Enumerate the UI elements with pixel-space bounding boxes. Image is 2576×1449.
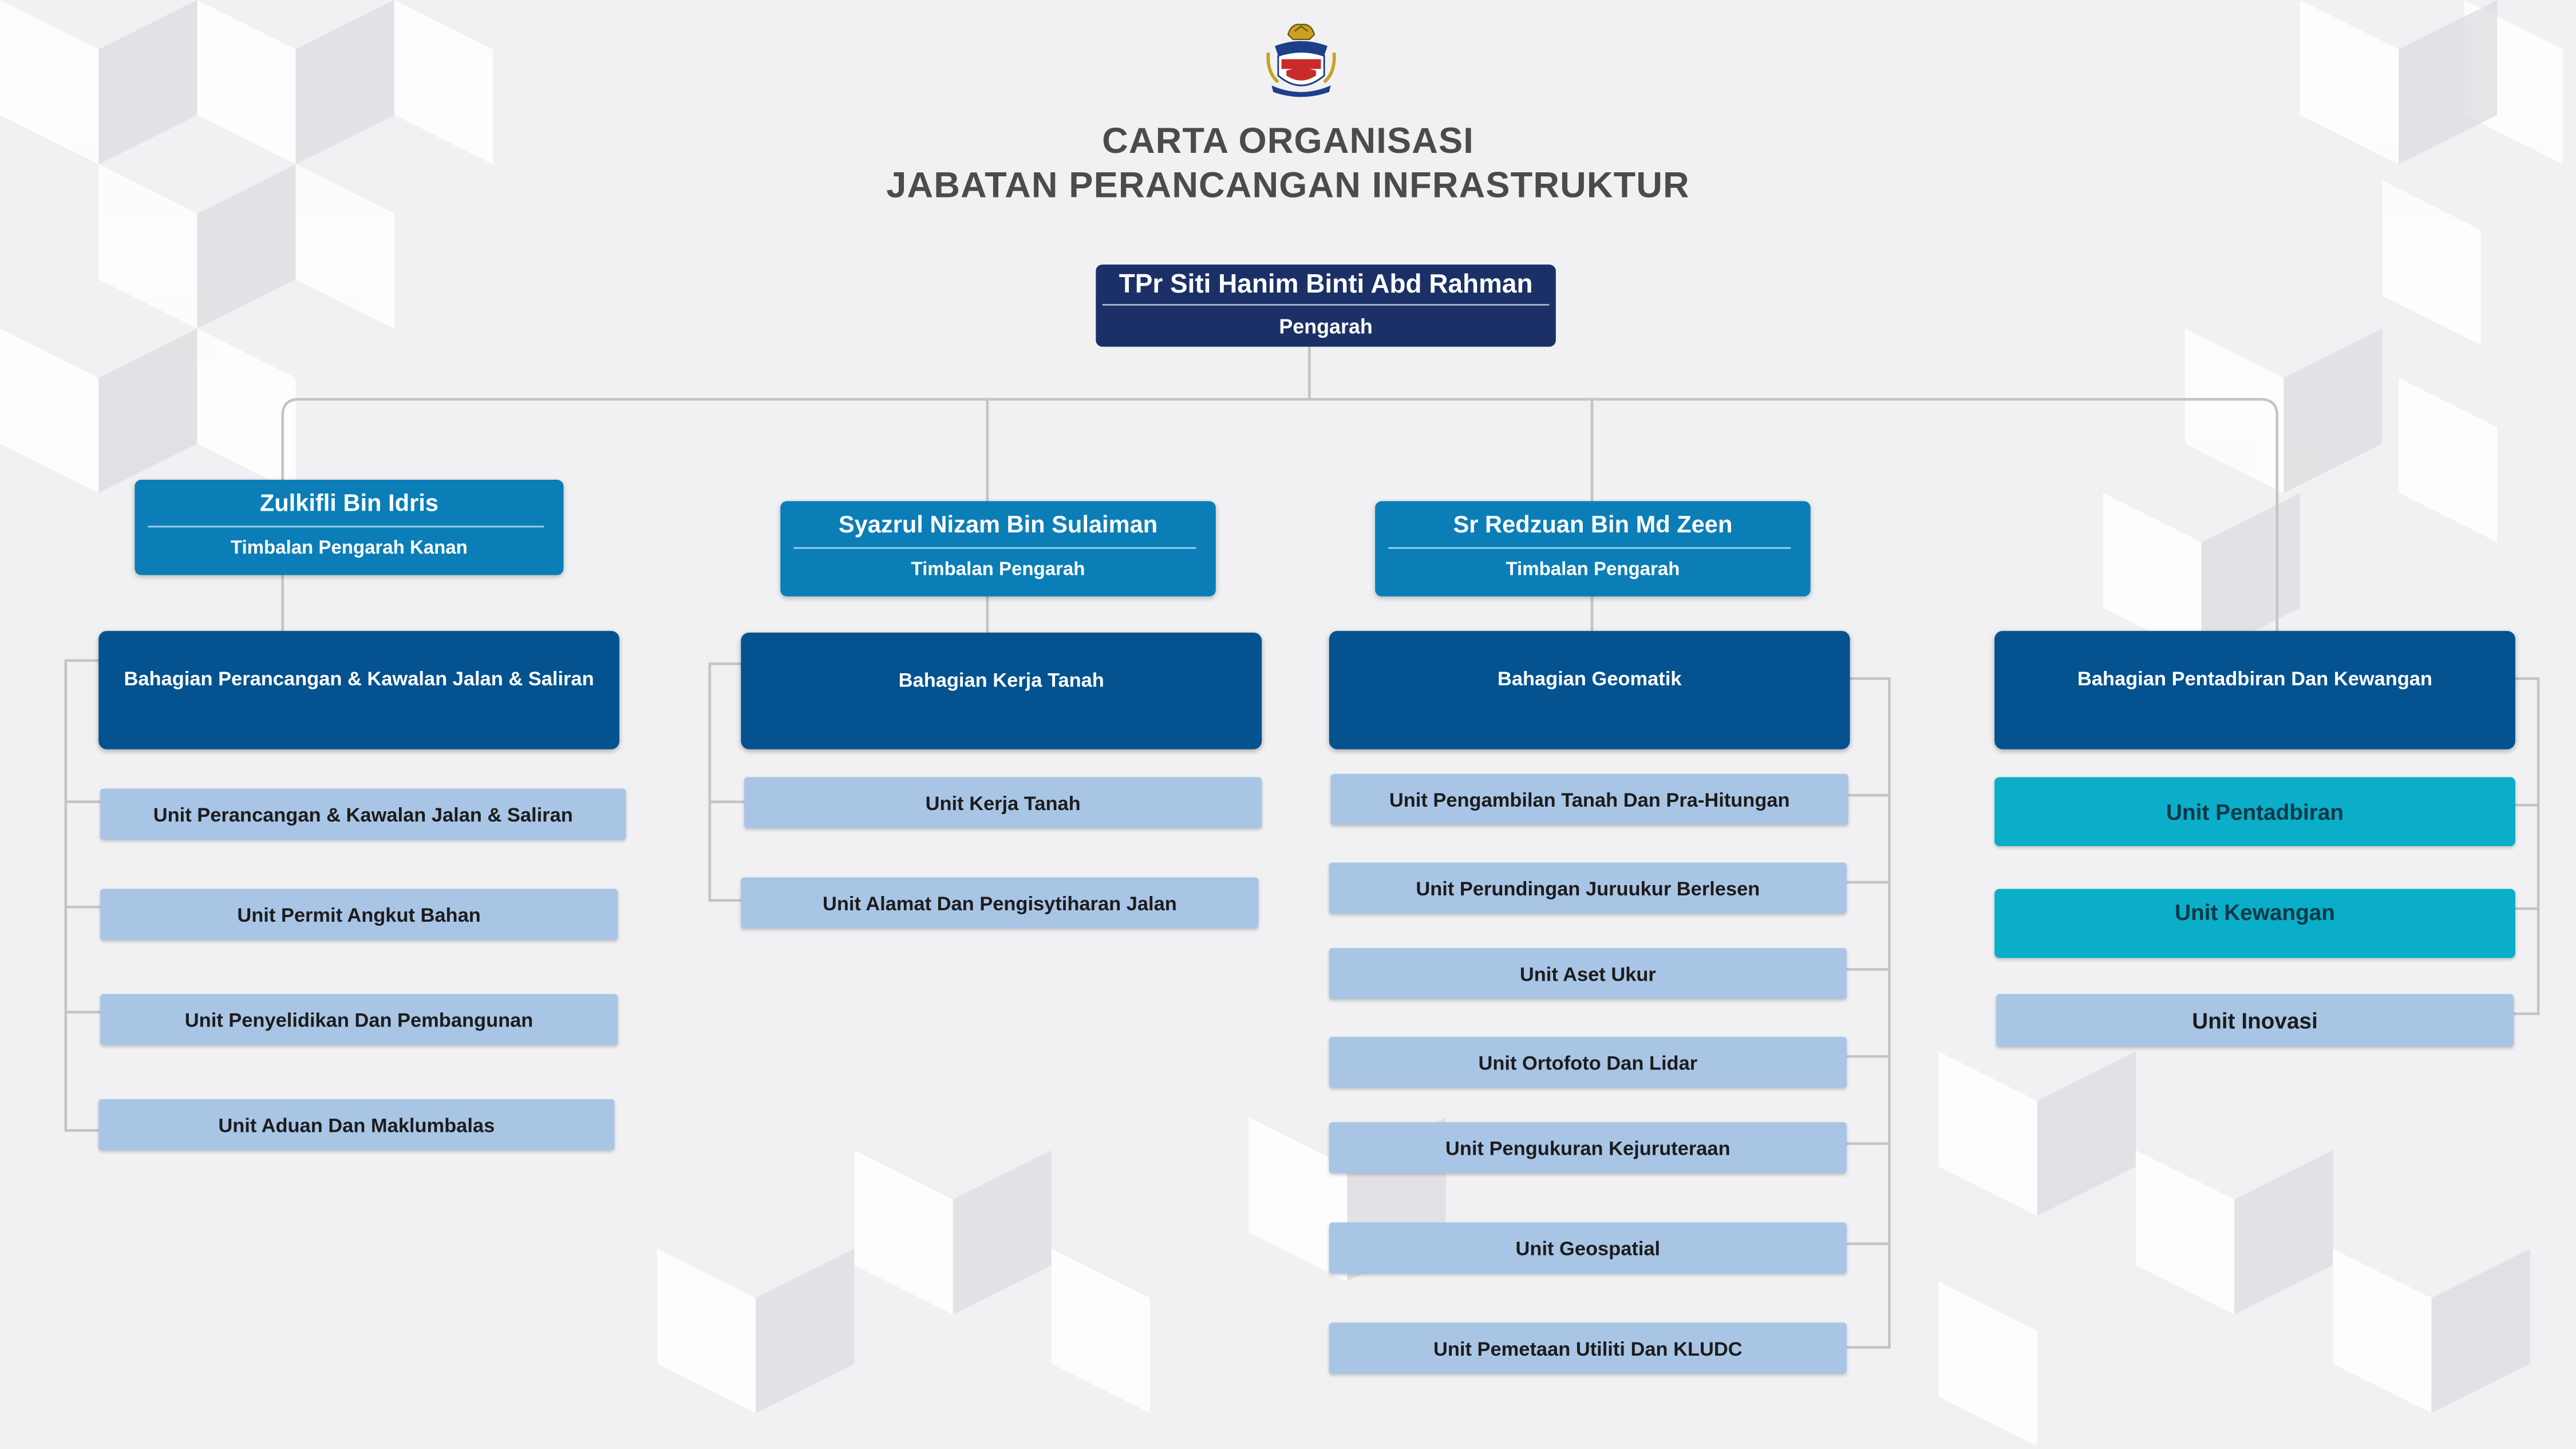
unit-box[interactable]: Unit Geospatial [1329, 1222, 1847, 1273]
deputy-role: Timbalan Pengarah [1506, 560, 1680, 581]
unit-box-kewangan[interactable]: Unit Kewangan [1994, 889, 2515, 958]
unit-box[interactable]: Unit Kerja Tanah [744, 777, 1262, 828]
director-name: TPr Siti Hanim Binti Abd Rahman [1119, 271, 1533, 299]
unit-box[interactable]: Unit Penyelidikan Dan Pembangunan [100, 994, 618, 1045]
director-divider [1103, 304, 1550, 306]
chart-title-line2: JABATAN PERANCANGAN INFRASTRUKTUR [886, 164, 1690, 206]
crest-logo [1265, 19, 1337, 98]
deputy-box-3[interactable] [1375, 501, 1811, 596]
division-box-kerja-tanah[interactable]: Bahagian Kerja Tanah [741, 633, 1262, 749]
deputy-box-senior[interactable] [135, 480, 563, 575]
unit-box[interactable]: Unit Pengambilan Tanah Dan Pra-Hitungan [1331, 774, 1848, 825]
deputy-role: Timbalan Pengarah Kanan [230, 539, 468, 559]
unit-box[interactable]: Unit Pengukuran Kejuruteraan [1329, 1122, 1847, 1173]
unit-box[interactable]: Unit Aduan Dan Maklumbalas [98, 1099, 614, 1150]
unit-box[interactable]: Unit Permit Angkut Bahan [100, 889, 618, 940]
unit-box[interactable]: Unit Aset Ukur [1329, 948, 1847, 999]
deputy-divider [148, 526, 544, 527]
deputy-divider [793, 547, 1196, 549]
unit-box[interactable]: Unit Pemetaan Utiliti Dan KLUDC [1329, 1322, 1847, 1373]
division-box-pentadbiran-kewangan[interactable]: Bahagian Pentadbiran Dan Kewangan [1994, 631, 2515, 749]
unit-box-inovasi[interactable]: Unit Inovasi [1996, 994, 2514, 1047]
unit-box-pentadbiran[interactable]: Unit Pentadbiran [1994, 777, 2515, 847]
unit-box[interactable]: Unit Perundingan Juruukur Berlesen [1329, 863, 1847, 914]
deputy-name: Zulkifli Bin Idris [259, 491, 438, 518]
deputy-name: Syazrul Nizam Bin Sulaiman [838, 512, 1158, 539]
unit-box[interactable]: Unit Perancangan & Kawalan Jalan & Saliran [100, 789, 626, 840]
deputy-box-2[interactable] [780, 501, 1216, 596]
chart-title-line1: CARTA ORGANISASI [1102, 120, 1474, 161]
director-box[interactable] [1096, 264, 1556, 346]
division-box-jalan-saliran[interactable]: Bahagian Perancangan & Kawalan Jalan & Saliran [98, 631, 619, 749]
deputy-name: Sr Redzuan Bin Md Zeen [1453, 512, 1733, 539]
unit-box[interactable]: Unit Ortofoto Dan Lidar [1329, 1037, 1847, 1088]
division-box-geomatik[interactable]: Bahagian Geomatik [1329, 631, 1850, 749]
unit-box[interactable]: Unit Alamat Dan Pengisytiharan Jalan [741, 878, 1258, 929]
deputy-divider [1388, 547, 1791, 549]
director-role: Pengarah [1279, 315, 1373, 339]
deputy-role: Timbalan Pengarah [911, 560, 1085, 581]
